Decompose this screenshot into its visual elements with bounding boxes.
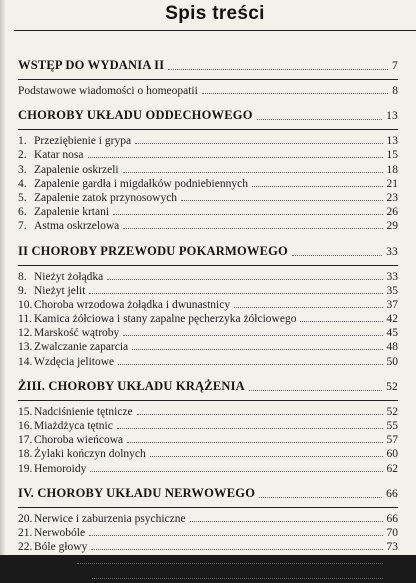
entry-page-number: 29 xyxy=(386,220,398,233)
entry-title: Kamica żółciowa i stany zapalne pęcherzyka żółciowego xyxy=(34,313,297,326)
entry-title: Astma oskrzelowa xyxy=(34,220,120,233)
toc-entry xyxy=(18,191,398,205)
entry-number: 3. xyxy=(18,163,27,176)
section-heading xyxy=(18,108,398,126)
entry-page-number: 23 xyxy=(386,191,398,204)
toc-entry xyxy=(18,284,398,298)
leader-dots xyxy=(168,69,388,70)
entry-page-number: 33 xyxy=(386,270,398,283)
toc-entry xyxy=(18,419,398,433)
entry-page-number: 21 xyxy=(386,177,398,190)
toc-entry xyxy=(18,340,398,354)
toc-section xyxy=(18,379,398,486)
leader-dots xyxy=(90,471,382,472)
section-heading xyxy=(18,244,398,262)
section-gap xyxy=(18,234,398,244)
entry-number: 2. xyxy=(18,149,27,162)
leader-dots xyxy=(123,228,382,229)
section-heading-text: CHOROBY UKŁADU ODDECHOWEGO xyxy=(18,108,253,123)
toc-section xyxy=(18,486,398,583)
entry-page-number: 50 xyxy=(386,355,398,368)
entry-title: Zapalenie oskrzeli xyxy=(34,163,119,176)
entry-number: 21. xyxy=(18,526,33,539)
section-rule xyxy=(18,507,398,508)
leader-dots xyxy=(92,578,382,579)
entry-title: Bóle głowy xyxy=(34,541,88,554)
toc-section xyxy=(18,244,398,379)
toc-entry xyxy=(18,270,398,284)
leader-dots xyxy=(132,349,382,350)
entry-number: 23. xyxy=(18,555,33,568)
entry-page-number: 66 xyxy=(386,512,398,525)
entry-page-number: 48 xyxy=(386,341,398,354)
entry-page-number: 62 xyxy=(386,462,398,475)
entry-title: Marskość wątroby xyxy=(34,327,120,340)
entry-number: 24. xyxy=(18,569,33,582)
section-page-number: 52 xyxy=(386,380,398,393)
leader-dots xyxy=(234,307,382,308)
entry-number: 4. xyxy=(18,177,27,190)
entry-number: 6. xyxy=(18,206,27,219)
entry-page-number: 42 xyxy=(386,313,398,326)
section-heading-text: WSTĘP DO WYDANIA II xyxy=(18,58,165,72)
toc-section xyxy=(18,58,398,108)
toc-entry xyxy=(18,163,398,177)
entry-page-number: 70 xyxy=(386,526,398,539)
leader-dots xyxy=(252,186,383,187)
entry-page-number: 60 xyxy=(386,448,398,461)
entry-number: 14. xyxy=(18,355,33,368)
leader-dots xyxy=(137,414,383,415)
toc-entry xyxy=(18,84,398,98)
toc-entry xyxy=(18,405,398,419)
leader-dots xyxy=(91,549,382,550)
leader-dots xyxy=(89,293,382,294)
entry-title: Zapalenie krtani xyxy=(34,206,110,219)
entry-number: 13. xyxy=(18,341,33,354)
toc-entry xyxy=(18,355,398,369)
section-gap xyxy=(18,369,398,379)
leader-dots xyxy=(123,172,383,173)
section-heading-text: II CHOROBY PRZEWODU POKARMOWEGO xyxy=(18,243,288,258)
section-page-number: 33 xyxy=(386,245,398,258)
section-rule xyxy=(18,400,398,401)
leader-dots xyxy=(202,93,388,94)
entry-title: Nieżyt żołądka xyxy=(34,270,104,283)
entry-title: Choroba wrzodowa żołądka i dwunastnicy xyxy=(34,298,231,311)
entry-number: 5. xyxy=(18,191,27,204)
toc-entry xyxy=(18,134,398,148)
entry-page-number: 8 xyxy=(392,85,398,97)
section-page-number: 7 xyxy=(392,60,398,72)
entry-page-number: 37 xyxy=(386,298,398,311)
toc-entry xyxy=(18,205,398,219)
leader-dots xyxy=(127,442,382,443)
entry-number: 15. xyxy=(18,405,33,418)
section-heading xyxy=(18,486,398,504)
leader-dots xyxy=(113,214,382,215)
entry-title: Podstawowe wiadomości o homeopatii xyxy=(18,85,198,97)
entry-page-number: 45 xyxy=(386,327,398,340)
entry-title: Zapalenie zatok przynosowych xyxy=(34,191,178,204)
toc-entry xyxy=(18,219,398,233)
leader-dots xyxy=(117,428,383,429)
entry-number: 1. xyxy=(18,135,27,148)
entry-title: Katar nosa xyxy=(34,149,84,162)
entry-number: 7. xyxy=(18,220,27,233)
entry-page-number: 73 xyxy=(386,541,398,554)
page-title: Spis treści xyxy=(165,3,265,24)
entry-number: 20. xyxy=(18,512,33,525)
leader-dots xyxy=(249,390,382,391)
leader-dots xyxy=(259,497,382,498)
leader-dots xyxy=(257,119,382,120)
entry-title: Bezsenność xyxy=(34,569,89,582)
toc-entry xyxy=(18,512,398,526)
leader-dots xyxy=(181,200,382,201)
section-rule xyxy=(18,79,398,80)
entry-title: Zapalenie gardła i migdałków podniebiennych xyxy=(34,177,248,190)
entry-title: Miażdżyca tętnic xyxy=(34,420,113,432)
section-rule xyxy=(18,129,398,130)
toc-entry xyxy=(18,312,398,326)
toc-entry xyxy=(18,326,398,340)
leader-dots xyxy=(292,255,382,256)
entry-title: Zwalczanie zaparcia xyxy=(34,341,129,354)
section-heading-text: IV. CHOROBY UKŁADU NERWOWEGO xyxy=(18,485,256,500)
section-heading-text: ŻIII. CHOROBY UKŁADU KRĄŻENIA xyxy=(18,378,245,393)
leader-dots xyxy=(300,321,382,322)
entry-title: Żylaki kończyn dolnych xyxy=(34,448,146,461)
toc-section xyxy=(18,108,398,243)
title-rule xyxy=(14,0,416,31)
entry-title: Nadciśnienie tętnicze xyxy=(34,405,133,418)
entry-title: Przeziębienie i grypa xyxy=(34,135,132,148)
entry-page-number: 78 xyxy=(386,569,398,582)
entry-title: Migrena xyxy=(34,555,73,568)
leader-dots xyxy=(88,157,383,158)
entry-title: Nerwobóle xyxy=(34,526,86,539)
entry-page-number: 35 xyxy=(386,284,398,297)
entry-page-number: 18 xyxy=(386,163,398,176)
entry-number: 12. xyxy=(18,327,33,340)
toc-entry xyxy=(18,447,398,461)
entry-number: 16. xyxy=(18,420,33,432)
entry-number: 19. xyxy=(18,462,33,475)
toc-entry xyxy=(18,148,398,162)
page-fold-shadow xyxy=(0,0,6,555)
section-heading xyxy=(18,379,398,397)
section-page-number: 66 xyxy=(386,487,398,500)
table-of-contents xyxy=(18,58,398,583)
leader-dots xyxy=(77,563,383,564)
leader-dots xyxy=(150,456,383,457)
entry-page-number: 55 xyxy=(386,420,398,432)
entry-title: Wzdęcia jelitowe xyxy=(34,355,115,368)
toc-entry xyxy=(18,298,398,312)
toc-entry xyxy=(18,462,398,476)
section-heading xyxy=(18,58,398,76)
section-gap xyxy=(18,98,398,108)
entry-title: Choroba wieńcowa xyxy=(34,434,124,447)
entry-number: 22. xyxy=(18,541,33,554)
leader-dots xyxy=(135,143,382,144)
toc-entry xyxy=(18,540,398,554)
entry-page-number: 13 xyxy=(386,135,398,148)
leader-dots xyxy=(89,535,382,536)
toc-entry xyxy=(18,554,398,568)
entry-number: 10. xyxy=(18,298,33,311)
entry-title: Nerwice i zaburzenia psychiczne xyxy=(34,512,186,525)
entry-number: 9. xyxy=(18,284,27,297)
leader-dots xyxy=(107,279,382,280)
toc-entry xyxy=(18,433,398,447)
entry-page-number: 52 xyxy=(386,405,398,418)
entry-number: 8. xyxy=(18,270,27,283)
entry-number: 18. xyxy=(18,448,33,461)
section-gap xyxy=(18,476,398,486)
leader-dots xyxy=(123,335,382,336)
entry-page-number: 15 xyxy=(386,149,398,162)
section-rule xyxy=(18,265,398,266)
entry-page-number: 76 xyxy=(386,555,398,568)
leader-dots xyxy=(118,364,382,365)
section-page-number: 13 xyxy=(386,110,398,123)
entry-page-number: 26 xyxy=(386,206,398,219)
toc-entry xyxy=(18,569,398,583)
entry-title: Nieżyt jelit xyxy=(34,284,86,297)
toc-entry xyxy=(18,177,398,191)
entry-title: Hemoroidy xyxy=(34,462,87,475)
entry-number: 17. xyxy=(18,434,33,447)
toc-entry xyxy=(18,526,398,540)
leader-dots xyxy=(190,521,383,522)
entry-page-number: 57 xyxy=(386,434,398,447)
entry-number: 11. xyxy=(18,313,32,326)
